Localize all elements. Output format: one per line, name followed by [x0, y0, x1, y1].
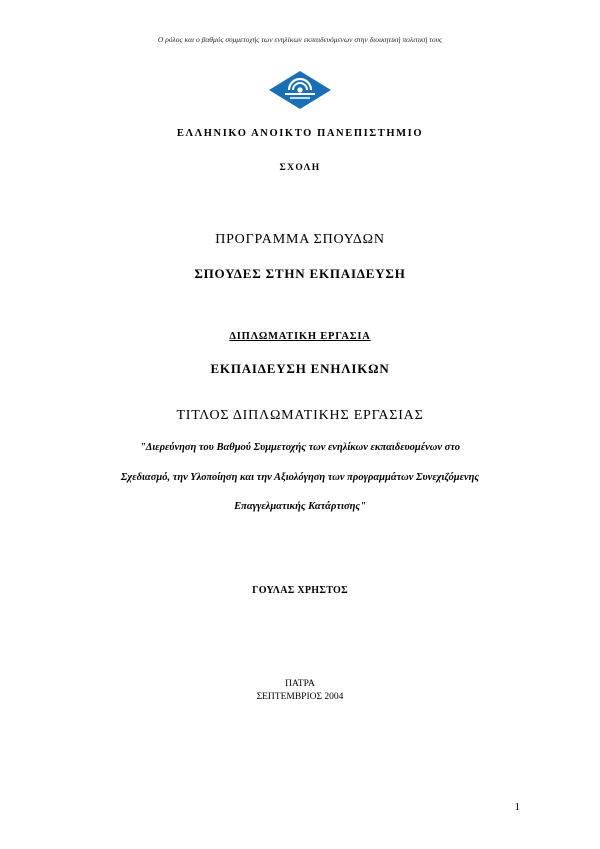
running-header: Ο ρόλος και ο βαθμός συμμετοχής των ενηλίκων εκπαιδευόμενων στην διοικητική πολιτική τους: [157, 35, 443, 44]
logo-center: [297, 87, 302, 92]
thesis-label: ΔΙΠΛΩΜΑΤΙΚΗ ΕΡΓΑΣΙΑ: [229, 331, 371, 342]
thesis-title-label: ΤΙΤΛΟΣ ΔΙΠΛΩΜΑΤΙΚΗΣ ΕΡΓΑΣΙΑΣ: [176, 408, 424, 423]
university-logo-icon: [268, 70, 332, 110]
thesis-title-line-2: Σχεδιασμό, την Υλοποίηση και την Αξιολόγηση των προγραμμάτων Συνεχιζόμενης: [120, 472, 480, 483]
author-name: ΓΟΥΛΑΣ ΧΡΗΣΤΟΣ: [252, 585, 348, 596]
city: ΠΑΤΡΑ: [285, 679, 315, 689]
specialization: ΕΚΠΑΙΔΕΥΣΗ ΕΝΗΛΙΚΩΝ: [210, 361, 390, 376]
program-label: ΠΡΟΓΡΑΜΜΑ ΣΠΟΥΔΩΝ: [215, 232, 385, 247]
school-name: ΣΧΟΛΗ: [279, 163, 321, 173]
thesis-title-line-1: "Διερεύνηση του Βαθμού Συμμετοχής των ενηλίκων εκπαιδευομένων στο: [139, 442, 461, 453]
university-name: ΕΛΛΗΝΙΚΟ ΑΝΟΙΚΤΟ ΠΑΝΕΠΙΣΤΗΜΙΟ: [176, 128, 424, 139]
page-number: 1: [514, 801, 520, 813]
thesis-title-line-3: Επαγγελματικής Κατάρτισης": [234, 501, 366, 512]
date: ΣΕΠΤΕΜΒΡΙΟΣ 2004: [256, 692, 344, 702]
program-name: ΣΠΟΥΔΕΣ ΣΤΗΝ ΕΚΠΑΙΔΕΥΣΗ: [194, 266, 406, 281]
